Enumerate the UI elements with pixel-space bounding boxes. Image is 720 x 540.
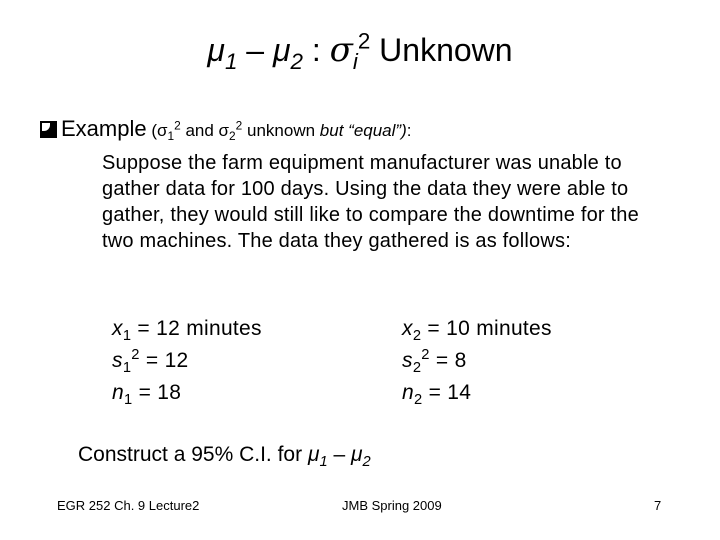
x1-var: x <box>112 317 123 340</box>
x1-line <box>112 313 262 345</box>
x2-line <box>402 313 552 345</box>
mu-2-sub: 2 <box>290 48 303 74</box>
s2-sub: 2 <box>412 360 422 377</box>
n1-line <box>112 377 262 409</box>
sigma2-sub: 2 <box>229 129 236 144</box>
sigma: σ <box>329 30 353 70</box>
mu-2: μ <box>272 32 291 68</box>
example-open: (σ <box>146 121 168 140</box>
page-number: 7 <box>654 498 662 513</box>
sigma2-sup: 2 <box>235 118 243 133</box>
n2-line <box>402 377 552 409</box>
example-detail <box>146 118 412 144</box>
construct-mu-2-sub: 2 <box>362 454 371 471</box>
sigma1-sub: 1 <box>167 129 175 144</box>
sigma-sub: i <box>352 48 358 74</box>
title-dash: – <box>237 32 273 68</box>
n2-var: n <box>402 381 414 404</box>
x2-sub: 2 <box>412 328 422 345</box>
n1-value: = 18 <box>132 381 182 404</box>
example-bullet-line <box>40 116 411 142</box>
title-text: Unknown <box>370 32 513 68</box>
s1-sup: 2 <box>131 346 140 363</box>
mu-1: μ <box>207 32 225 68</box>
s1-line <box>112 345 262 377</box>
s2-sup: 2 <box>421 346 430 363</box>
x1-value: = 12 minutes <box>131 317 262 340</box>
stats-sample-1 <box>112 313 262 409</box>
x2-var: x <box>402 317 413 340</box>
problem-paragraph: Suppose the farm equipment manufacturer was unable to gather data for 100 days. Using the data they were able to gather, they would still like to compare the downtime for the two machines. The data they gathered is as follows: <box>102 152 639 252</box>
slide-title <box>0 28 720 74</box>
s1-value: = 12 <box>139 349 189 372</box>
sigma-sup: 2 <box>357 28 371 54</box>
footer-course: EGR 252 Ch. 9 Lecture2 <box>57 498 200 513</box>
construct-mu-1: μ <box>307 443 320 466</box>
construct-instruction <box>78 443 371 471</box>
example-colon: : <box>406 121 412 140</box>
example-unknown: unknown <box>242 121 320 140</box>
x1-sub: 1 <box>122 328 132 345</box>
checkbox-bullet-icon <box>40 121 57 138</box>
sigma1-sup: 2 <box>174 118 181 133</box>
s2-line <box>402 345 552 377</box>
x2-value: = 10 minutes <box>421 317 552 340</box>
s1-var: s <box>112 349 123 372</box>
title-colon: : <box>302 32 330 68</box>
n2-sub: 2 <box>413 392 423 409</box>
construct-mu-2: μ <box>350 443 363 466</box>
n2-value: = 14 <box>422 381 472 404</box>
s2-var: s <box>402 349 413 372</box>
footer-term: JMB Spring 2009 <box>342 498 442 513</box>
mu-1-sub: 1 <box>224 48 238 74</box>
stats-sample-2 <box>402 313 552 409</box>
construct-mu-1-sub: 1 <box>319 454 328 471</box>
example-and: and σ <box>180 121 230 140</box>
s1-sub: 1 <box>122 360 132 377</box>
example-but-equal: but “equal”) <box>319 121 407 140</box>
n1-var: n <box>112 381 124 404</box>
n1-sub: 1 <box>123 392 133 409</box>
construct-dash: – <box>327 443 351 466</box>
construct-text: Construct a 95% C.I. for <box>78 443 308 466</box>
example-label: Example <box>61 116 147 141</box>
s2-value: = 8 <box>429 349 467 372</box>
